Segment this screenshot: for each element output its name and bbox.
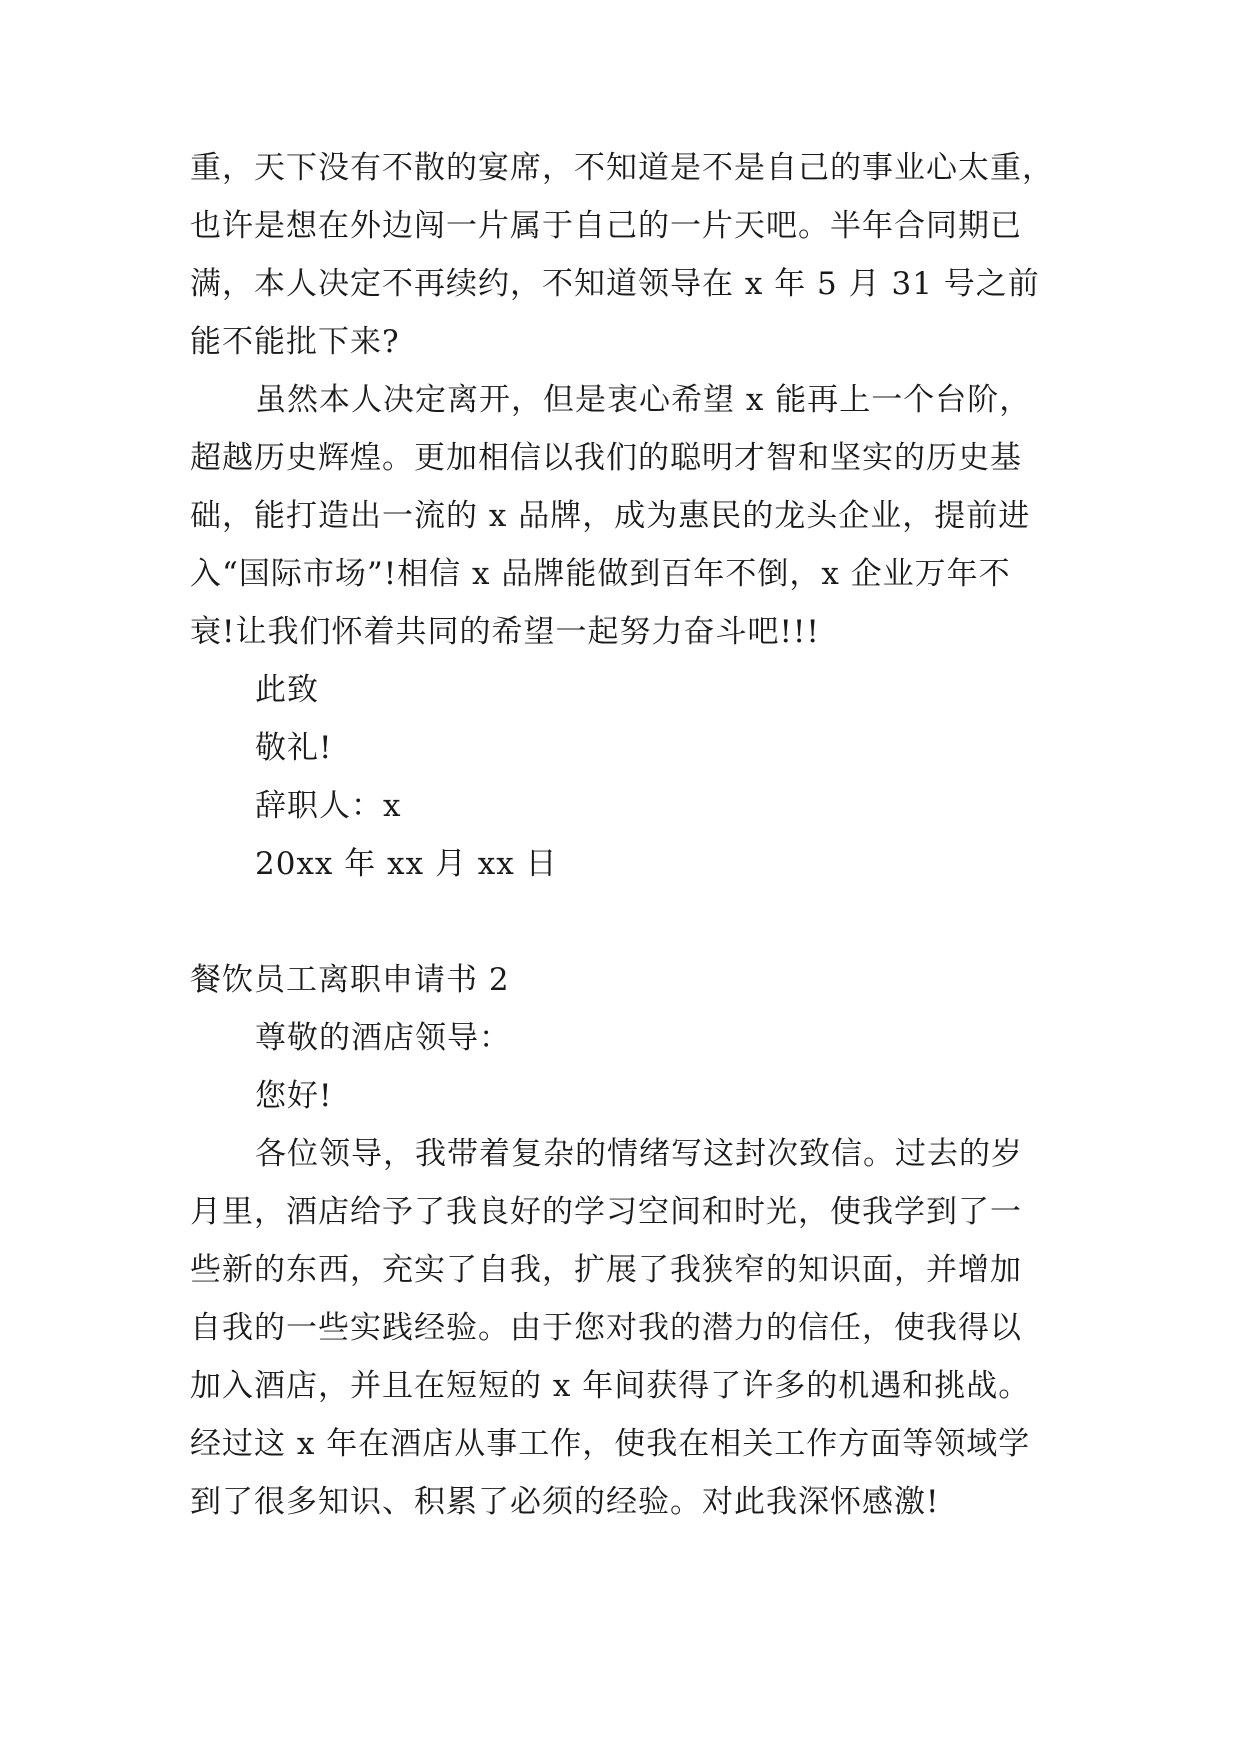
addressee-line: 尊敬的酒店领导： [255, 1020, 511, 1056]
text-line: 础，能打造出一流的 x 品牌，成为惠民的龙头企业，提前进 [190, 498, 1031, 534]
date-line: 20xx 年 xx 月 xx 日 [255, 846, 558, 882]
text-line: 重，天下没有不散的宴席，不知道是不是自己的事业心太重， [190, 150, 1054, 186]
text-line: 到了很多知识、积累了必须的经验。对此我深怀感激! [190, 1484, 940, 1520]
text-line: 满，本人决定不再续约，不知道领导在 x 年 5 月 31 号之前 [190, 266, 1040, 302]
closing-line: 此致 [255, 672, 319, 708]
text-line: 各位领导，我带着复杂的情绪写这封次致信。过去的岁 [255, 1136, 1023, 1172]
text-line: 衰!让我们怀着共同的希望一起努力奋斗吧!!! [190, 614, 820, 650]
text-line: 些新的东西，充实了自我，扩展了我狭窄的知识面，并增加 [190, 1252, 1022, 1288]
text-line: 自我的一些实践经验。由于您对我的潜力的信任，使我得以 [190, 1310, 1022, 1346]
signer-line: 辞职人：x [255, 788, 402, 824]
text-line: 也许是想在外边闯一片属于自己的一片天吧。半年合同期已 [190, 208, 1022, 244]
text-line: 超越历史辉煌。更加相信以我们的聪明才智和坚实的历史基 [190, 440, 1022, 476]
text-line: 经过这 x 年在酒店从事工作，使我在相关工作方面等领域学 [190, 1426, 1031, 1462]
greeting-line: 您好! [255, 1078, 333, 1114]
text-line: 入“国际市场”!相信 x 品牌能做到百年不倒，x 企业万年不 [190, 556, 1011, 592]
text-line: 虽然本人决定离开，但是衷心希望 x 能再上一个台阶， [255, 382, 1032, 418]
text-line: 能不能批下来? [190, 324, 400, 360]
section-title: 餐饮员工离职申请书 2 [190, 962, 510, 998]
salute-line: 敬礼! [255, 730, 333, 766]
text-line: 加入酒店，并且在短短的 x 年间获得了许多的机遇和挑战。 [190, 1368, 1031, 1404]
text-line: 月里，酒店给予了我良好的学习空间和时光，使我学到了一 [190, 1194, 1022, 1230]
